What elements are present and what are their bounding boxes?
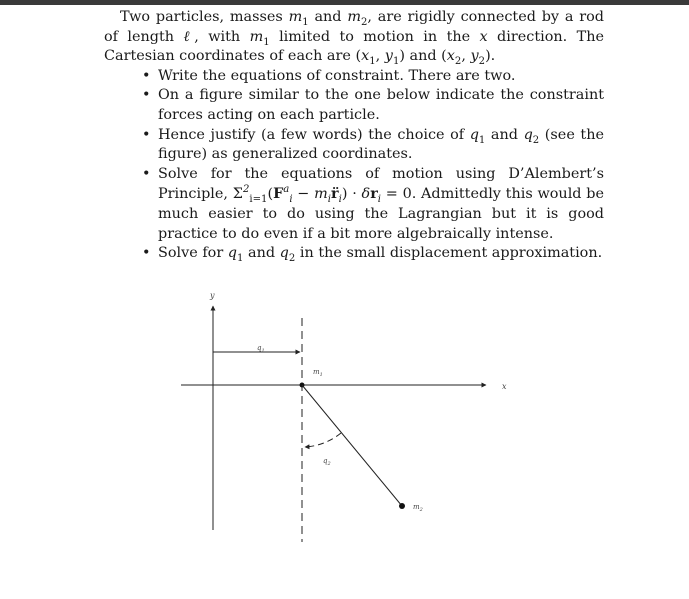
- subscript: i: [289, 194, 293, 206]
- text-run: in the small displacement approximation.: [295, 245, 603, 262]
- text-run: ,: [375, 48, 385, 65]
- text-run: limited to motion in the: [269, 28, 480, 45]
- bullet-icon: •: [142, 67, 151, 84]
- text-run: ) and (: [399, 48, 447, 65]
- superscript: a: [283, 184, 290, 196]
- subscript: 1: [263, 36, 270, 48]
- text-run: q: [523, 126, 533, 143]
- superscript: 2: [242, 184, 250, 196]
- text-run: −: [292, 186, 315, 203]
- text-run: m: [347, 9, 361, 25]
- text-run: , with: [194, 28, 250, 45]
- text-run: Solve for the equations of motion using D’Alembert’s Principle,: [158, 165, 604, 203]
- m2-label: $m_2$: [413, 503, 423, 513]
- text-run: m: [288, 9, 303, 25]
- text-run: Two particles, masses: [120, 9, 289, 25]
- subscript: 1: [302, 16, 309, 28]
- text-run: x: [361, 48, 370, 65]
- text-run: m: [314, 186, 328, 203]
- text-run: and: [485, 126, 524, 143]
- text-run: (see the figure) as generalized coordinates.: [158, 126, 604, 163]
- bullet-icon: •: [142, 245, 151, 262]
- text-run: Solve for: [158, 245, 228, 262]
- subscript: 2: [360, 16, 368, 28]
- text-run: y: [470, 48, 479, 65]
- subscript: i: [327, 194, 331, 206]
- subscript: 1: [478, 134, 486, 146]
- subscript: 1: [237, 253, 244, 264]
- subscript: 1: [369, 56, 376, 68]
- bullet-icon: •: [142, 165, 151, 182]
- text-run: and: [243, 245, 280, 262]
- x-axis-label: x: [502, 382, 507, 391]
- q1-label: $q_1$: [257, 344, 265, 354]
- m1-label: $m_1$: [313, 368, 323, 378]
- bullet-icon: •: [142, 126, 151, 143]
- text-run: r̈: [331, 185, 339, 203]
- text-run: q: [469, 126, 479, 143]
- text-run: ) ·: [341, 186, 362, 203]
- text-run: ,: [461, 48, 471, 65]
- rod: [302, 385, 402, 506]
- bullet-icon: •: [142, 87, 151, 104]
- text-run: y: [384, 48, 393, 65]
- subscript: 2: [478, 56, 486, 68]
- text-run: q: [279, 245, 289, 262]
- text-run: x: [446, 48, 455, 65]
- text-run: x: [479, 28, 488, 45]
- subscript: 2: [532, 134, 540, 146]
- q2-angle-arc: [305, 433, 341, 447]
- text-run: Σ: [232, 186, 243, 203]
- subscript: 2: [288, 253, 296, 264]
- mass-m2: [399, 503, 405, 509]
- text-run: Write the equations of constraint. There are two.: [158, 67, 516, 84]
- subscript: 1: [392, 56, 400, 68]
- subscript: i=1: [249, 194, 268, 206]
- text-run: Hence justify (a few words) the choice of: [158, 126, 470, 143]
- text-run: F: [273, 185, 284, 203]
- subscript: i: [377, 194, 382, 206]
- text-run: r: [370, 185, 378, 203]
- text-run: On a figure similar to the one below indicate the constraint forces acting on each particle.: [158, 87, 604, 123]
- text-run: q: [227, 245, 238, 262]
- text-run: , are rigidly connected by a rod of length: [104, 9, 604, 45]
- y-axis-label: y: [210, 291, 215, 300]
- text-run: δ: [361, 186, 371, 203]
- text-run: (: [267, 186, 274, 203]
- subscript: 2: [454, 56, 462, 68]
- text-run: ℓ: [183, 28, 195, 45]
- text-run: = 0. Admittedly this would be much easier to do using the Lagrangian but it is good practice to do even if a bit more algebraically intense.: [158, 186, 604, 242]
- text-run: ).: [485, 48, 496, 65]
- subscript: i: [338, 194, 342, 206]
- text-run: direction. The Cartesian coordinates of each are (: [104, 28, 604, 65]
- text-run: m: [249, 28, 264, 45]
- q2-label: $q_2$: [323, 457, 331, 467]
- text-run: and: [308, 9, 348, 25]
